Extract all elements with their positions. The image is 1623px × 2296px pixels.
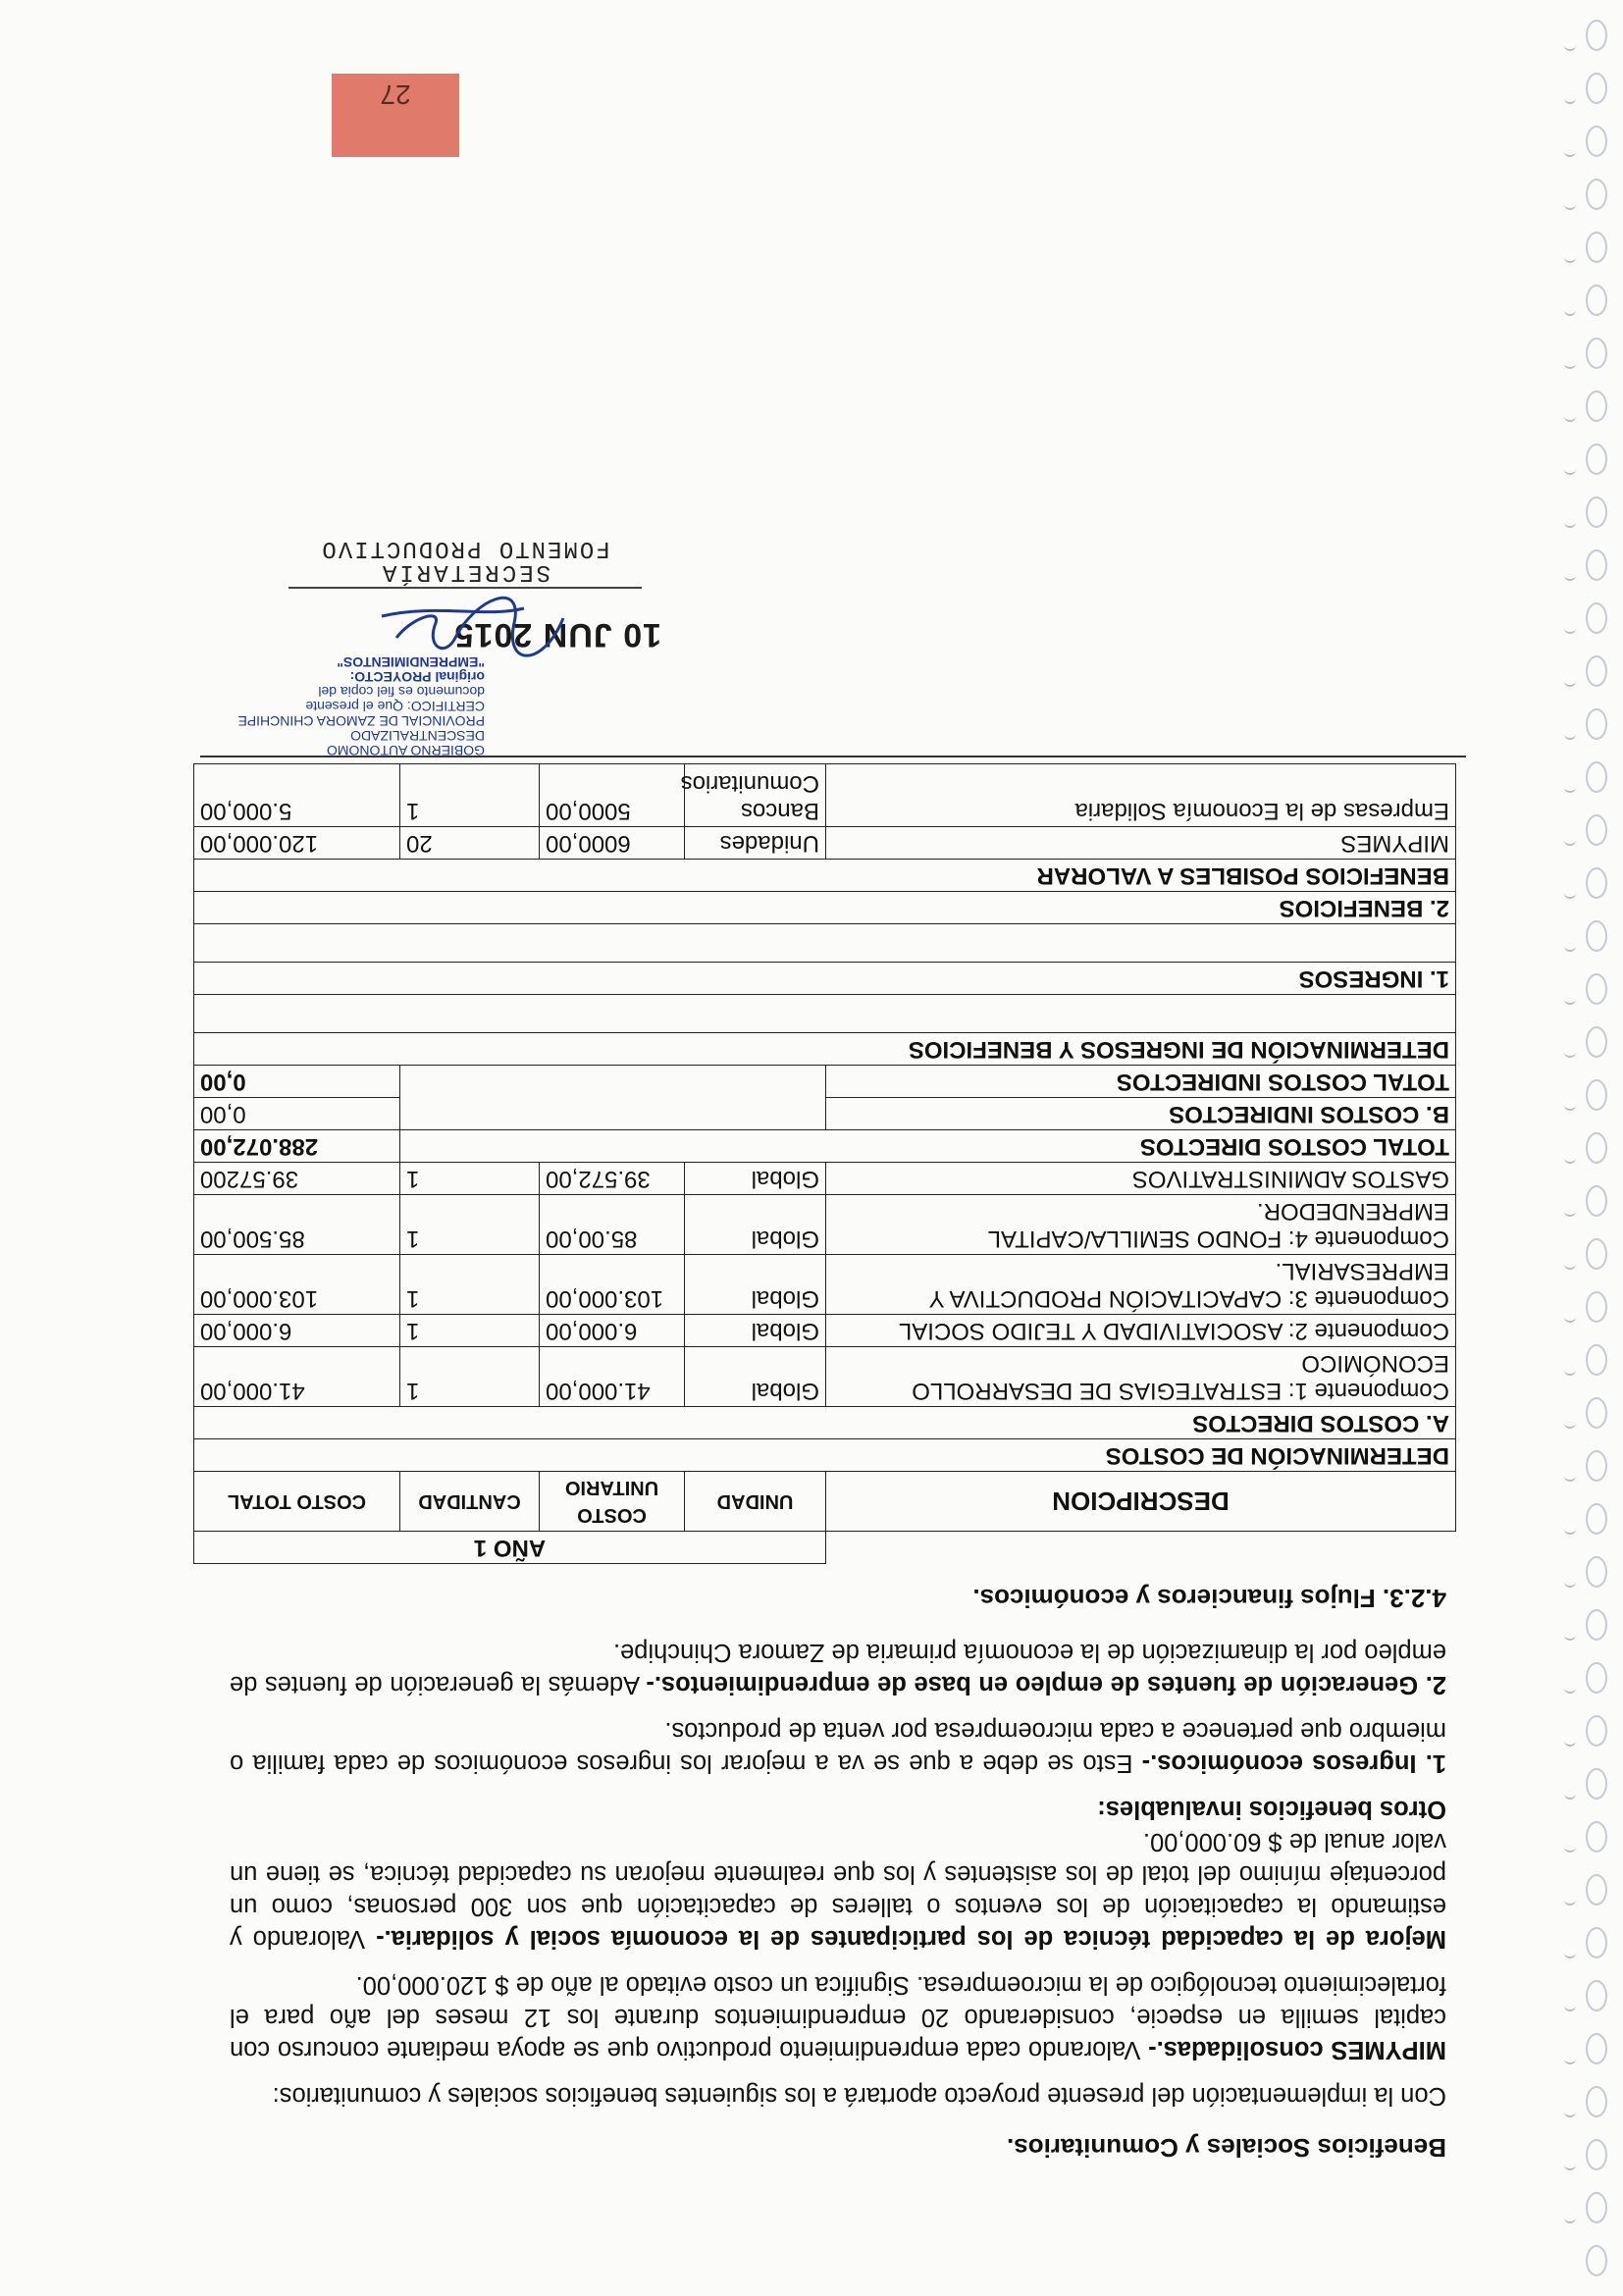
cost-determination-title: DETERMINACIÓN DE COSTOS (193, 1439, 1455, 1472)
indirect-title: B. COSTOS INDIRECTOS (826, 1098, 1456, 1130)
item2-text: Además la generación de fuentes de empleo por la dinamización de la economía primaria de Zamora Chinchipe. (229, 1639, 1446, 1698)
stamp-line-3: CERTIFICO: Que el presente (305, 699, 485, 714)
benefit-quantity: 20 (400, 827, 540, 860)
row-description: Componente 1: ESTRATEGIAS DE DESARROLLO ECONÓMICO (826, 1347, 1456, 1407)
stamp-line-4: documento es fiel copia del (318, 684, 485, 700)
benefit-description: MIPYMES (826, 827, 1456, 860)
page-number-tab (332, 74, 459, 157)
indirect-row (193, 1098, 1455, 1130)
ministry-line-1: SECRETARÍA (379, 558, 551, 585)
col-unit-cost: COSTO UNITARIO (540, 1472, 685, 1532)
benefit-total: 120.000,00 (193, 827, 399, 860)
spiral-binding (1544, 0, 1623, 2296)
item1-title: 1. Ingresos económicos.- (1141, 1749, 1446, 1777)
date-stamp-text: 10 JUN 2015 (453, 616, 661, 653)
signature-icon (367, 589, 583, 677)
benefit-unit-cost: 5000,00 (540, 764, 685, 827)
col-description: DESCRIPCION (826, 1472, 1456, 1532)
row-description: GASTOS ADMINISTRATIVOS (826, 1163, 1456, 1195)
item1-text: Esto se debe a que se va a mejorar los ingresos económicos de cada familia o miembro que pertenece a cada microempresa por venta de productos. (230, 1717, 1446, 1777)
col-quantity: CANTIDAD (400, 1472, 540, 1532)
table-row (193, 1255, 1455, 1315)
row-unit: Global (685, 1163, 826, 1195)
row-unit-cost: 39.572,00 (540, 1163, 685, 1195)
total-direct-label: TOTAL COSTOS DIRECTOS (400, 1130, 1456, 1163)
year-header: AÑO 1 (193, 1532, 825, 1564)
ministry-stamp (288, 536, 642, 589)
row-total: 39.57200 (193, 1163, 399, 1195)
income-determination-title: DETERMINACIÓN DE INGRESOS Y BENEFICIOS (193, 1033, 1455, 1066)
column-header-row (193, 1472, 1455, 1532)
page-number: 27 (380, 79, 411, 110)
direct-costs-title: A. COSTOS DIRECTOS (193, 1407, 1455, 1439)
ministry-line-2: FOMENTO PRODUCTIVO (320, 535, 610, 561)
row-description: Componente 2: ASOCIATIVIDAD Y TEJIDO SOCIAL (826, 1315, 1456, 1347)
row-unit-cost: 41.000,00 (540, 1347, 685, 1407)
benefit-quantity: 1 (400, 764, 540, 827)
row-unit-cost: 85.00,00 (540, 1195, 685, 1255)
row-total: 85.500,00 (193, 1195, 399, 1255)
total-indirect-value: 0,00 (193, 1066, 399, 1098)
flows-title: 4.2.3. Flujos financieros y económicos. (972, 1584, 1446, 1613)
row-total: 6.000,00 (193, 1315, 399, 1347)
stamp-line-2: PROVINCIAL DE ZAMORA CHINCHIPE (237, 713, 485, 729)
row-unit-cost: 103.000,00 (540, 1255, 685, 1315)
item2-title: 2. Generación de fuentes de empleo en base de emprendimientos.- (646, 1671, 1446, 1698)
total-direct-row (193, 1130, 1455, 1163)
row-quantity: 1 (400, 1315, 540, 1347)
benefit-description: Empresas de la Economía Solidaria (826, 764, 1456, 827)
table-row (193, 1347, 1455, 1407)
row-unit: Global (685, 1195, 826, 1255)
row-quantity: 1 (400, 1347, 540, 1407)
table-row (193, 1163, 1455, 1195)
mipymes-text: Valorando cada emprendimiento productivo que se apoya mediante concurso con capital semilla en especie, considerando 20 emprendimientos durante los 12 meses del año para el fortalecimiento tecnológico de la microempresa. Significa un costo evitado al año de $ 120.000,00. (230, 1971, 1446, 2063)
row-unit: Global (685, 1315, 826, 1347)
stamp-line-5: original PROYECTO: "EMPRENDIMIENTOS" (337, 654, 485, 685)
income-label: 1. INGRESOS (193, 963, 1455, 995)
row-description: Componente 4: FONDO SEMILLA/CAPITAL EMPRENDEDOR. (826, 1195, 1456, 1255)
document-body (199, 79, 1476, 2164)
item2-paragraph (230, 1636, 1446, 1700)
row-unit: Global (685, 1255, 826, 1315)
row-quantity: 1 (400, 1255, 540, 1315)
benefit-unit-cost: 6000,00 (540, 827, 685, 860)
stamp-line-1: GOBIERNO AUTÓNOMO DESCENTRALIZADO (326, 728, 485, 758)
benefit-total: 5.000,00 (193, 764, 399, 827)
mipymes-paragraph (230, 1968, 1446, 2065)
table-row (193, 1315, 1455, 1347)
benefits-label: 2. BENEFICIOS (193, 892, 1455, 924)
table-row (193, 1195, 1455, 1255)
mipymes-title: MIPYMES consolidadas.- (1148, 2036, 1446, 2063)
row-total: 41.000,00 (193, 1347, 399, 1407)
benefit-row (193, 827, 1455, 860)
capacity-text: Valorando y estimando la capacitación de los eventos o talleres de capacitación que son 300 personas, como un porcentaje mínimo del total de los asistentes y los que realmente mejoran su capacidad técnica, se tiene un valor anual de $ 60.000,00. (230, 1828, 1446, 1953)
row-unit-cost: 6.000,00 (540, 1315, 685, 1347)
capacity-title: Mejora de la capacidad técnica de los participantes de la economía social y solidaria.- (376, 1925, 1446, 1953)
capacity-paragraph (230, 1825, 1446, 1955)
col-total: COSTO TOTAL (193, 1472, 399, 1532)
year-header-row (193, 1532, 1455, 1564)
benefit-unit: Unidades (685, 827, 826, 860)
row-quantity: 1 (400, 1163, 540, 1195)
indirect-value: 0,00 (193, 1098, 399, 1130)
benefits-intro: Con la implementación del presente proyecto aportará a los siguientes beneficios sociales y comunitarios: (272, 2082, 1446, 2110)
row-unit: Global (685, 1347, 826, 1407)
benefit-row (193, 764, 1455, 827)
costs-table (193, 763, 1456, 1564)
row-description: Componente 3: CAPACITACIÓN PRODUCTIVA Y EMPRESARIAL. (826, 1255, 1456, 1315)
row-quantity: 1 (400, 1195, 540, 1255)
other-benefits-title: Otros beneficios invaluables: (1097, 1796, 1446, 1823)
col-unit: UNIDAD (685, 1472, 826, 1532)
total-indirect-label: TOTAL COSTOS INDIRECTOS (826, 1066, 1456, 1098)
total-direct-value: 288.072,00 (193, 1130, 399, 1163)
item1-paragraph (230, 1714, 1446, 1779)
benefits-title: Beneficios Sociales y Comunitarios. (1007, 2133, 1446, 2163)
row-total: 103.000,00 (193, 1255, 399, 1315)
benefit-unit: Bancos Comunitarios (685, 764, 826, 827)
benefits-valued-label: BENEFICIOS POSIBLES A VALORAR (193, 860, 1455, 892)
